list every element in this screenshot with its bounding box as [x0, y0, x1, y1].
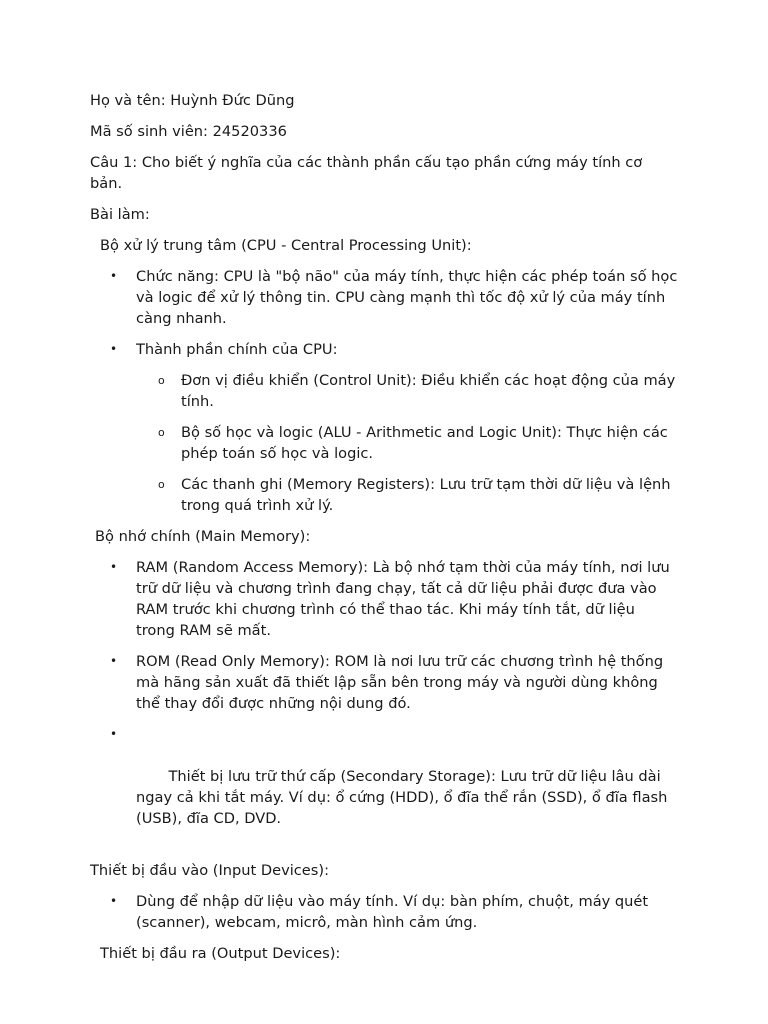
memory-rom-text: ROM (Read Only Memory): ROM là nơi lưu trữ các chương trình hệ thống mà hãng sản xuất đã thiết lập sẵn bên trong máy và người dùng không thể thay đổi được những nội dung đó.	[136, 653, 664, 712]
sub-bullet-marker: o	[158, 426, 165, 439]
cpu-heading: Bộ xử lý trung tâm (CPU - Central Processing Unit):	[100, 237, 472, 254]
list-item	[90, 339, 678, 516]
cpu-component-text: Các thanh ghi (Memory Registers): Lưu trữ tạm thời dữ liệu và lệnh trong quá trình xử lý.	[181, 476, 671, 514]
input-list	[90, 891, 678, 933]
memory-list	[90, 557, 678, 850]
bullet-marker: •	[110, 269, 118, 283]
memory-heading: Bộ nhớ chính (Main Memory):	[95, 528, 311, 545]
student-name: Họ và tên: Huỳnh Đức Dũng	[90, 92, 295, 109]
list-item	[90, 266, 678, 329]
bullet-marker: •	[110, 654, 118, 668]
sub-bullet-marker: o	[158, 478, 165, 491]
input-text: Dùng để nhập dữ liệu vào máy tính. Ví dụ: bàn phím, chuột, máy quét (scanner), webcam, micrô, màn hình cảm ứng.	[136, 893, 649, 931]
cpu-component-text: Bộ số học và logic (ALU - Arithmetic and Logic Unit): Thực hiện các phép toán số học và logic.	[181, 424, 668, 462]
cpu-list	[90, 266, 678, 516]
bullet-marker: •	[110, 342, 118, 356]
sub-list-item	[136, 422, 678, 464]
answer-label: Bài làm:	[90, 206, 150, 223]
list-item	[90, 557, 678, 641]
cpu-component-text: Đơn vị điều khiển (Control Unit): Điều khiển các hoạt động của máy tính.	[181, 372, 676, 410]
student-id: Mã số sinh viên: 24520336	[90, 123, 287, 140]
input-heading: Thiết bị đầu vào (Input Devices):	[90, 862, 330, 879]
cpu-components-title: Thành phần chính của CPU:	[136, 341, 338, 358]
list-item	[90, 891, 678, 933]
question-text: Câu 1: Cho biết ý nghĩa của các thành phần cấu tạo phần cứng máy tính cơ bản.	[90, 154, 643, 192]
cpu-function-text: Chức năng: CPU là "bộ não" của máy tính, thực hiện các phép toán số học và logic để xử lý thông tin. CPU càng mạnh thì tốc độ xử lý của máy tính càng nhanh.	[136, 268, 678, 327]
sub-list-item	[136, 370, 678, 412]
sub-bullet-marker: o	[158, 374, 165, 387]
cpu-components-list	[136, 370, 678, 516]
list-item	[90, 724, 678, 850]
memory-ram-text: RAM (Random Access Memory): Là bộ nhớ tạm thời của máy tính, nơi lưu trữ dữ liệu và chương trình đang chạy, tất cả dữ liệu phải được đưa vào RAM trước khi chương trình có thể thao tác. Khi máy tính tắt, dữ liệu trong RAM sẽ mất.	[136, 559, 670, 639]
sub-list-item	[136, 474, 678, 516]
bullet-marker: •	[110, 894, 118, 908]
memory-storage-text: Thiết bị lưu trữ thứ cấp (Secondary Storage): Lưu trữ dữ liệu lâu dài ngay cả khi tắt máy. Ví dụ: ổ cứng (HDD), ổ đĩa thể rắn (SSD), ổ đĩa flash (USB), đĩa CD, DVD.	[136, 768, 673, 827]
bullet-marker: •	[110, 560, 118, 574]
list-item	[90, 651, 678, 714]
bullet-marker: •	[110, 727, 118, 741]
output-heading: Thiết bị đầu ra (Output Devices):	[100, 945, 341, 962]
